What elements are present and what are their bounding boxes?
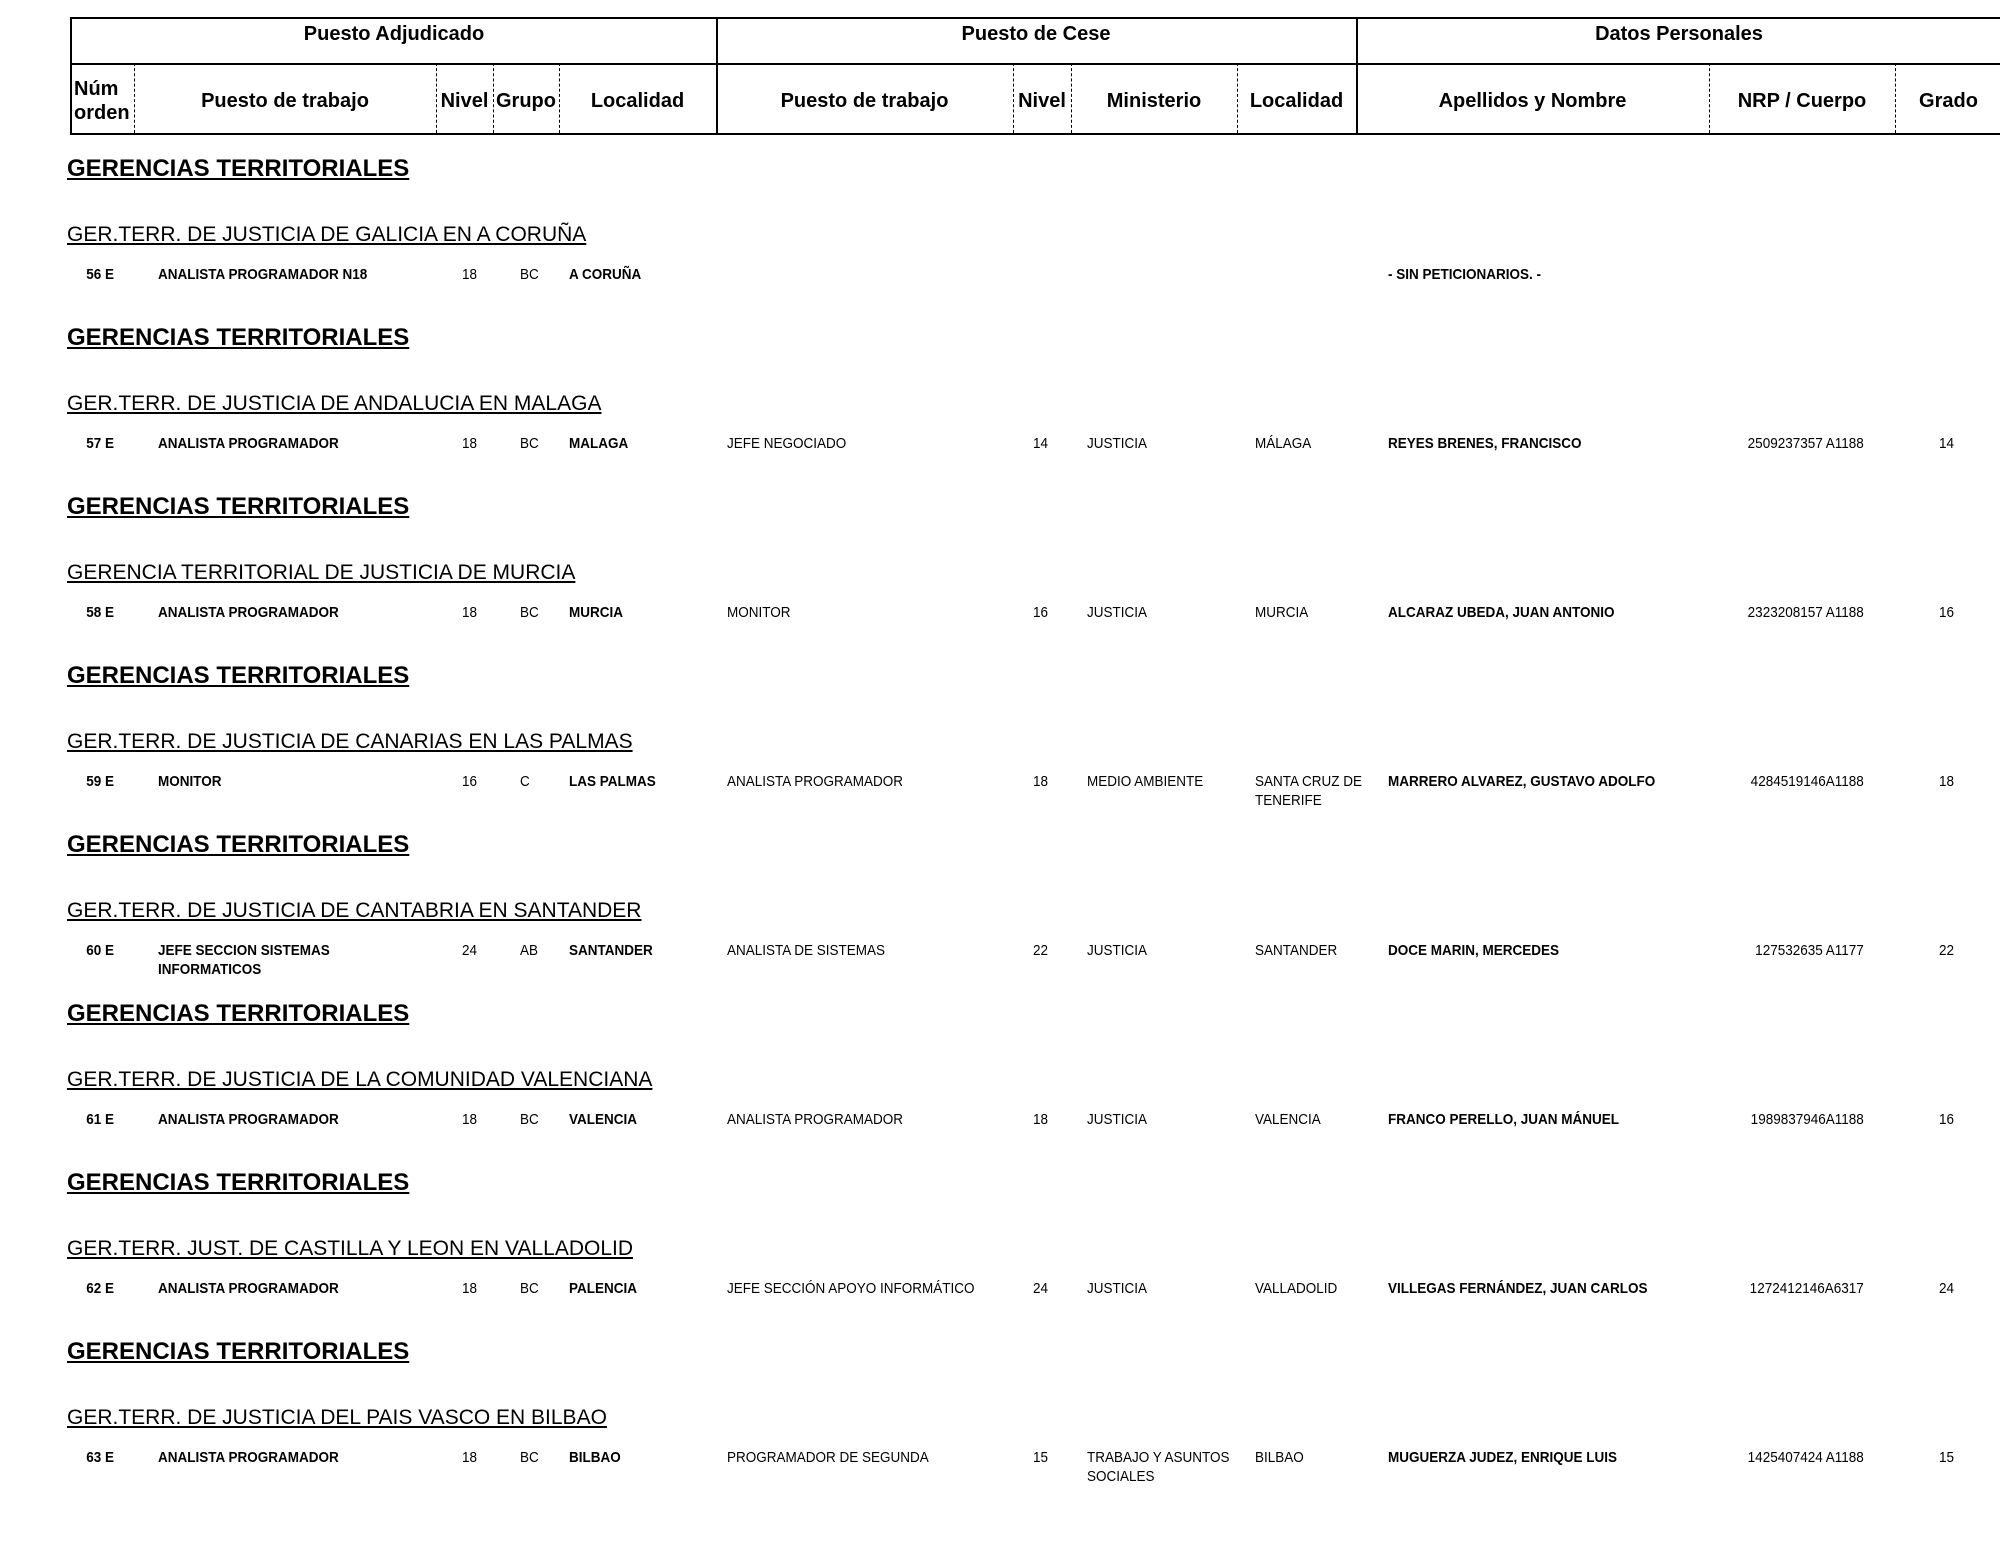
- cell-cese-localidad: VALLADOLID: [1255, 1280, 1338, 1297]
- cell-cese-localidad: BILBAO: [1255, 1449, 1304, 1466]
- cell-ministerio: MEDIO AMBIENTE: [1087, 773, 1204, 790]
- cell-cese-nivel: 14: [1033, 435, 1049, 452]
- cell-num: 59 E: [86, 773, 114, 790]
- cell-ministerio: JUSTICIA: [1087, 1280, 1148, 1297]
- section-block: [0, 1000, 2000, 1185]
- cell-num: 63 E: [86, 1449, 114, 1466]
- cell-nrp: 4284519146A1188: [1750, 773, 1864, 790]
- col-puesto: Puesto de trabajo: [201, 90, 369, 112]
- cell-nombre: FRANCO PERELLO, JUAN MÁNUEL: [1388, 1111, 1620, 1128]
- col-cese-localidad: Localidad: [1249, 90, 1344, 112]
- cell-grupo: BC: [520, 266, 539, 283]
- cell-nrp: 1425407424 A1188: [1747, 1449, 1864, 1466]
- col-num-orden: Núm orden: [74, 78, 130, 124]
- table-header: [70, 17, 2000, 135]
- cell-grupo: BC: [520, 1280, 539, 1297]
- cell-cese-puesto: ANALISTA DE SISTEMAS: [727, 942, 886, 959]
- cell-num: 58 E: [86, 604, 114, 621]
- subsection-heading: GER.TERR. JUST. DE CASTILLA Y LEON EN VALLADOLID: [67, 1237, 634, 1260]
- section-block: [0, 1338, 2000, 1523]
- cell-cese-nivel: 15: [1033, 1449, 1049, 1466]
- cell-grado: 14: [1939, 435, 1955, 452]
- cell-cese-nivel: 18: [1033, 1111, 1049, 1128]
- cell-localidad: BILBAO: [569, 1449, 621, 1466]
- cell-cese-nivel: 18: [1033, 773, 1049, 790]
- cell-cese-puesto: MONITOR: [727, 604, 791, 621]
- cell-cese-nivel: 24: [1033, 1280, 1049, 1297]
- cell-nombre: MARRERO ALVAREZ, GUSTAVO ADOLFO: [1388, 773, 1656, 790]
- cell-ministerio: JUSTICIA: [1087, 942, 1148, 959]
- cell-grado: 16: [1939, 604, 1955, 621]
- cell-cese-puesto: JEFE NEGOCIADO: [727, 435, 847, 452]
- section-block: [0, 324, 2000, 509]
- cell-localidad: MURCIA: [569, 604, 623, 621]
- group-puesto-adjudicado: Puesto Adjudicado: [303, 23, 485, 45]
- cell-grupo: BC: [520, 1111, 539, 1128]
- cell-cese-puesto: ANALISTA PROGRAMADOR: [727, 773, 904, 790]
- cell-grado: 18: [1939, 773, 1955, 790]
- cell-puesto: ANALISTA PROGRAMADOR: [158, 604, 339, 621]
- cell-puesto: ANALISTA PROGRAMADOR: [158, 435, 339, 452]
- cell-nombre: DOCE MARIN, MERCEDES: [1388, 942, 1560, 959]
- subsection-heading: GER.TERR. DE JUSTICIA DE LA COMUNIDAD VALENCIANA: [67, 1068, 653, 1091]
- cell-nivel: 18: [462, 1111, 478, 1128]
- subsection-heading: GER.TERR. DE JUSTICIA DE GALICIA EN A CORUÑA: [67, 223, 587, 246]
- cell-num: 60 E: [86, 942, 114, 959]
- cell-nombre: VILLEGAS FERNÁNDEZ, JUAN CARLOS: [1388, 1280, 1648, 1297]
- section-heading: GERENCIAS TERRITORIALES: [67, 493, 410, 520]
- group-puesto-cese: Puesto de Cese: [961, 23, 1111, 45]
- cell-nombre: MUGUERZA JUDEZ, ENRIQUE LUIS: [1388, 1449, 1618, 1466]
- cell-grupo: BC: [520, 604, 539, 621]
- subsection-heading: GER.TERR. DE JUSTICIA DE CANARIAS EN LAS PALMAS: [67, 730, 633, 753]
- cell-num: 62 E: [86, 1280, 114, 1297]
- col-ministerio: Ministerio: [1106, 90, 1202, 112]
- section-heading: GERENCIAS TERRITORIALES: [67, 1000, 410, 1027]
- cell-localidad: LAS PALMAS: [569, 773, 656, 790]
- cell-grupo: BC: [520, 1449, 539, 1466]
- cell-cese-puesto: PROGRAMADOR DE SEGUNDA: [727, 1449, 929, 1466]
- section-block: [0, 662, 2000, 847]
- cell-num: 61 E: [86, 1111, 114, 1128]
- cell-ministerio: TRABAJO Y ASUNTOS SOCIALES: [1087, 1449, 1230, 1485]
- cell-cese-nivel: 16: [1033, 604, 1049, 621]
- section-heading: GERENCIAS TERRITORIALES: [67, 324, 410, 351]
- section-heading: GERENCIAS TERRITORIALES: [67, 1169, 410, 1196]
- col-nrp: NRP / Cuerpo: [1737, 90, 1867, 112]
- col-cese-puesto: Puesto de trabajo: [780, 90, 949, 112]
- section-heading: GERENCIAS TERRITORIALES: [67, 155, 410, 182]
- col-grado: Grado: [1919, 90, 1978, 112]
- group-datos-personales: Datos Personales: [1595, 23, 1763, 45]
- cell-nrp: 127532635 A1177: [1755, 942, 1864, 959]
- cell-nombre: REYES BRENES, FRANCISCO: [1388, 435, 1582, 452]
- cell-nivel: 24: [462, 942, 478, 959]
- cell-nombre: - SIN PETICIONARIOS. -: [1388, 266, 1542, 283]
- cell-num: 56 E: [86, 266, 114, 283]
- section-block: [0, 155, 2000, 340]
- cell-puesto: ANALISTA PROGRAMADOR: [158, 1449, 339, 1466]
- section-block: [0, 831, 2000, 1016]
- cell-localidad: MALAGA: [569, 435, 629, 452]
- subsection-heading: GERENCIA TERRITORIAL DE JUSTICIA DE MURCIA: [67, 561, 576, 584]
- cell-cese-puesto: JEFE SECCIÓN APOYO INFORMÁTICO: [727, 1280, 975, 1297]
- section-block: [0, 1169, 2000, 1354]
- cell-cese-puesto: ANALISTA PROGRAMADOR: [727, 1111, 904, 1128]
- cell-nombre: ALCARAZ UBEDA, JUAN ANTONIO: [1388, 604, 1615, 621]
- col-grupo: Grupo: [496, 90, 556, 112]
- subsection-heading: GER.TERR. DE JUSTICIA DEL PAIS VASCO EN BILBAO: [67, 1406, 607, 1429]
- cell-num: 57 E: [86, 435, 114, 452]
- subsection-heading: GER.TERR. DE JUSTICIA DE ANDALUCIA EN MALAGA: [67, 392, 602, 415]
- cell-cese-localidad: VALENCIA: [1255, 1111, 1321, 1128]
- cell-nivel: 18: [462, 435, 478, 452]
- cell-grupo: AB: [520, 942, 539, 959]
- section-heading: GERENCIAS TERRITORIALES: [67, 662, 410, 689]
- cell-localidad: PALENCIA: [569, 1280, 638, 1297]
- cell-puesto: JEFE SECCION SISTEMAS INFORMATICOS: [158, 942, 330, 978]
- cell-grupo: BC: [520, 435, 539, 452]
- cell-grado: 15: [1939, 1449, 1955, 1466]
- cell-nivel: 18: [462, 266, 478, 283]
- section-heading: GERENCIAS TERRITORIALES: [67, 831, 410, 858]
- cell-nrp: 2509237357 A1188: [1747, 435, 1864, 452]
- cell-cese-localidad: SANTANDER: [1255, 942, 1338, 959]
- cell-nivel: 18: [462, 604, 478, 621]
- cell-puesto: MONITOR: [158, 773, 222, 790]
- cell-cese-nivel: 22: [1033, 942, 1049, 959]
- section-block: [0, 493, 2000, 678]
- cell-grupo: C: [520, 773, 530, 790]
- cell-grado: 22: [1939, 942, 1955, 959]
- col-localidad: Localidad: [590, 90, 685, 112]
- cell-grado: 16: [1939, 1111, 1955, 1128]
- cell-cese-localidad: MÁLAGA: [1255, 435, 1312, 452]
- cell-puesto: ANALISTA PROGRAMADOR: [158, 1111, 339, 1128]
- col-nombre: Apellidos y Nombre: [1438, 90, 1627, 112]
- section-heading: GERENCIAS TERRITORIALES: [67, 1338, 410, 1365]
- cell-localidad: SANTANDER: [569, 942, 653, 959]
- cell-nrp: 2323208157 A1188: [1747, 604, 1864, 621]
- col-nivel: Nivel: [440, 90, 489, 112]
- cell-puesto: ANALISTA PROGRAMADOR N18: [158, 266, 368, 283]
- cell-nivel: 18: [462, 1280, 478, 1297]
- cell-localidad: VALENCIA: [569, 1111, 638, 1128]
- cell-nrp: 1272412146A6317: [1749, 1280, 1864, 1297]
- cell-localidad: A CORUÑA: [569, 266, 642, 283]
- cell-grado: 24: [1939, 1280, 1955, 1297]
- cell-ministerio: JUSTICIA: [1087, 604, 1148, 621]
- cell-puesto: ANALISTA PROGRAMADOR: [158, 1280, 339, 1297]
- cell-nivel: 18: [462, 1449, 478, 1466]
- subsection-heading: GER.TERR. DE JUSTICIA DE CANTABRIA EN SANTANDER: [67, 899, 642, 922]
- cell-nivel: 16: [462, 773, 478, 790]
- cell-cese-localidad: MURCIA: [1255, 604, 1309, 621]
- cell-cese-localidad: SANTA CRUZ DE TENERIFE: [1255, 773, 1363, 809]
- col-cese-nivel: Nivel: [1018, 90, 1066, 112]
- cell-nrp: 1989837946A1188: [1750, 1111, 1864, 1128]
- cell-ministerio: JUSTICIA: [1087, 435, 1148, 452]
- cell-ministerio: JUSTICIA: [1087, 1111, 1148, 1128]
